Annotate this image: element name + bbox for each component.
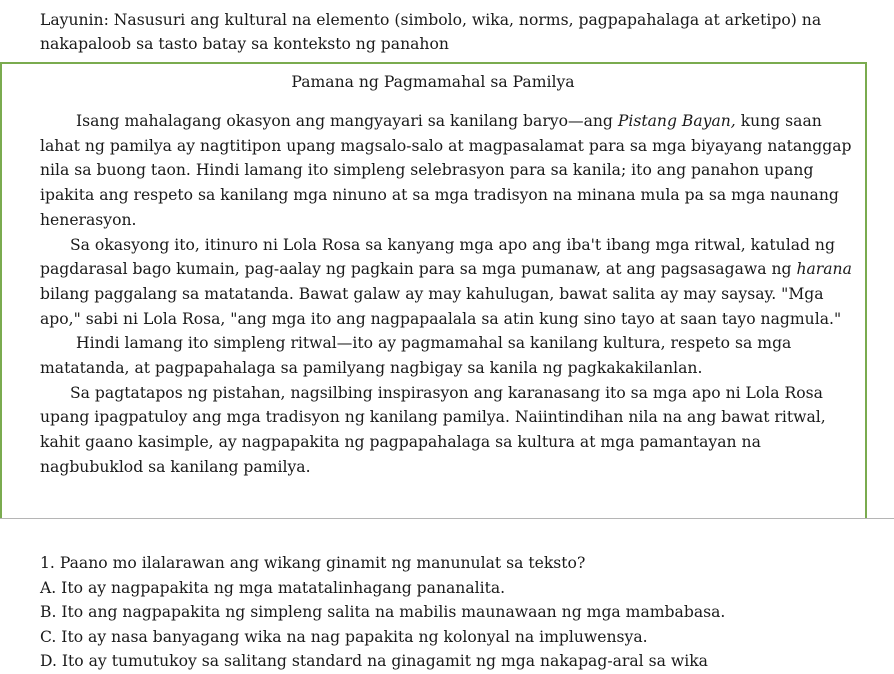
- paragraph-3: Hindi lamang ito simpleng ritwal—ito ay pagmamahal sa kanilang kultura, respeto sa mga matatanda, at pagpapahalaga sa pamilyang nagbigay sa kanila ng pagkakakilanlan.: [40, 334, 792, 378]
- paragraph-1: [40, 109, 852, 233]
- passage-body: [40, 109, 852, 480]
- paragraph-4: Sa pagtatapos ng pistahan, nagsilbing inspirasyon ang karanasang ito sa mga apo ni Lola Rosa upang ipagpatuloy ang mga tradisyon ng kanilang pamilya. Naiintindihan nila na ang bawat ritwal, kahit gaano kasimple, ay nagpapakita ng pagpapahalaga sa kultura at mga pamantayan na nagbubuklod sa kanilang pamilya.: [40, 383, 826, 476]
- paragraph-2-part-a: Sa okasyong ito, itinuro ni Lola Rosa sa kanyang mga apo ang iba't ibang mga ritwal, katulad ng pagdarasal bago kumain, pag-aalay ng pagkain para sa mga pumanaw, at ang pagsasagawa ng: [40, 235, 835, 279]
- choice-d[interactable]: D. Ito ay tumutukoy sa salitang standard na ginagamit ng mga nakapag-aral sa wika: [40, 652, 708, 671]
- question-block: [40, 551, 880, 674]
- instruction-text: Layunin: Nasusuri ang kultural na elemento (simbolo, wika, norms, pagpapahalaga at arketipo) na nakapaloob sa tasto batay sa konteksto ng panahon: [40, 11, 822, 53]
- paragraph-1-part-b: kung saan lahat ng pamilya ay nagtitipon upang magsalo-salo at magpasalamat para sa mga biyayang natanggap nila sa buong taon. Hindi lamang ito simpleng selebrasyon para sa kanila; ito ang panahon upang ipakita ang respeto sa kanilang mga ninuno at sa mga tradisyon na minana mula pa sa mga naunang henerasyon.: [40, 112, 852, 229]
- choice-b[interactable]: B. Ito ang nagpapakita ng simpleng salita na mabilis maunawaan ng mga mambabasa.: [40, 603, 726, 622]
- paragraph-2-part-b: bilang paggalang sa matatanda. Bawat galaw ay may kahulugan, bawat salita ay may saysay. "Mga apo," sabi ni Lola Rosa, "ang mga ito ang nagpapaalala sa atin kung sino tayo at saan tayo nagmula.": [40, 284, 842, 328]
- choice-a[interactable]: A. Ito ay nagpapakita ng mga matatalinhagang pananalita.: [40, 578, 506, 597]
- question-stem: 1. Paano mo ilalarawan ang wikang ginamit ng manunulat sa teksto?: [40, 554, 586, 572]
- passage-title: Pamana ng Pagmamahal sa Pamilya: [291, 73, 575, 91]
- paragraph-1-italic: Pistang Bayan,: [617, 112, 736, 130]
- choice-c[interactable]: C. Ito ay nasa banyagang wika na nag papakita ng kolonyal na impluwensya.: [40, 627, 648, 646]
- paragraph-2-italic: harana: [796, 260, 852, 279]
- section-divider: [0, 518, 894, 519]
- paragraph-2: [40, 233, 852, 332]
- paragraph-1-part-a: Isang mahalagang okasyon ang mangyayari sa kanilang baryo—ang: [76, 112, 618, 130]
